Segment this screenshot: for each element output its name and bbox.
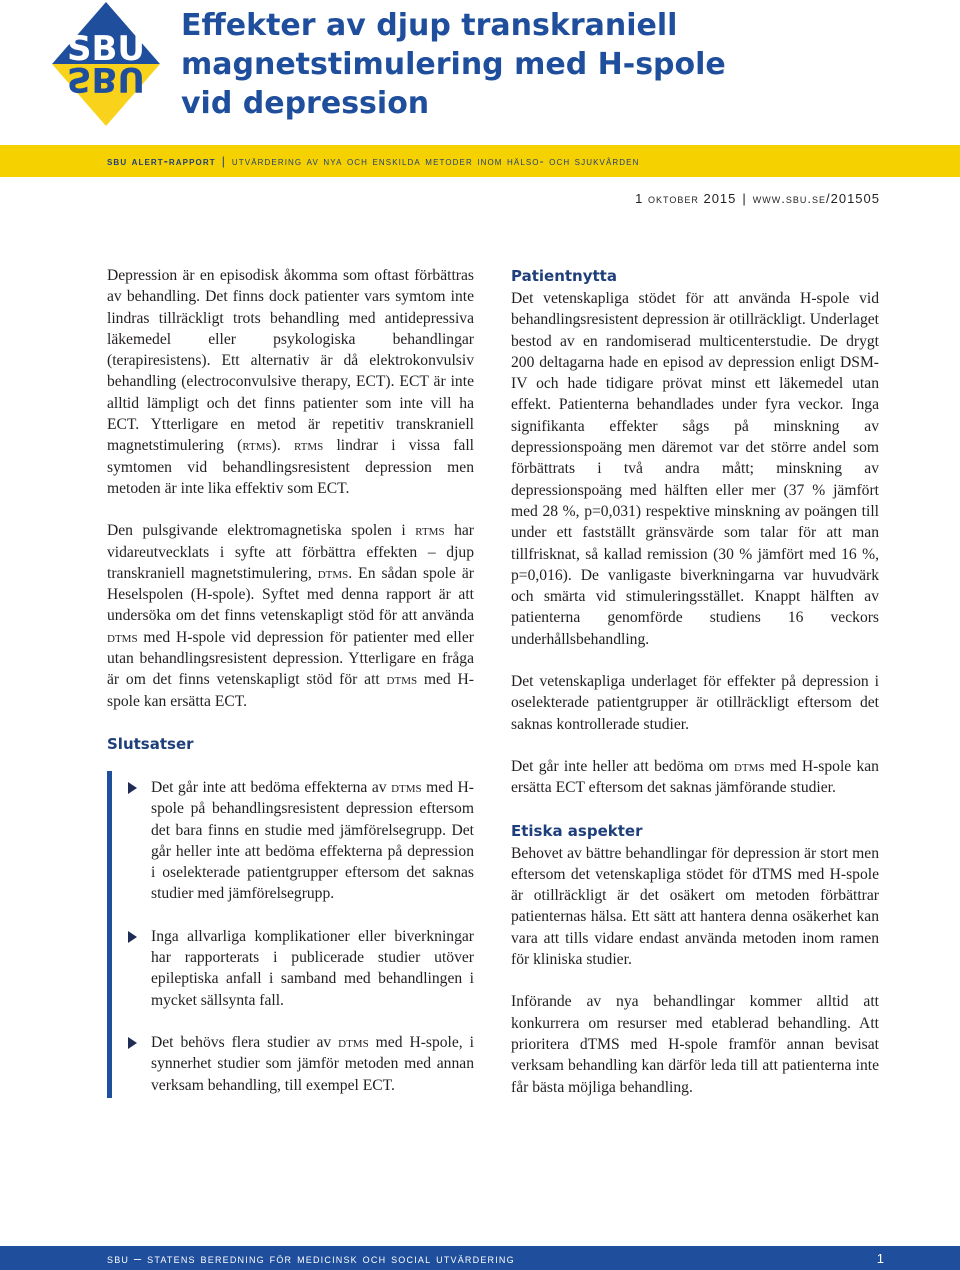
report-url[interactable]: www.sbu.se/201505 — [752, 191, 880, 206]
conclusions-box — [107, 771, 474, 1098]
conclusions-heading: Slutsatser — [107, 734, 194, 753]
triangle-bullet-icon — [128, 782, 137, 794]
page-number: 1 — [876, 1251, 884, 1266]
title-line: magnetstimulering med H-spole — [181, 47, 726, 82]
report-title — [181, 6, 921, 123]
conclusion-item: Det går inte att bedöma effekterna av dtms med H-spole på behandlingsresistent depression eftersom det bara finns en studie med jämförelsegrupp. Det går heller inte att bedöma effekterna på depression i oselekterade patientgrupper eftersom det saknas studier med jämförelsegrupp. — [128, 777, 474, 905]
triangle-bullet-icon — [128, 1037, 137, 1049]
ethics-paragraph: Behovet av bättre behandlingar för depression är stort men eftersom det vetenskapliga stödet för dTMS med H-spole är otillräckligt är det osäkert om metoden förbättrar patienternas hälsa. Ett sätt att hantera denna osäkerhet kan vara att tills vidare endast använda metoden inom ramen för kliniska studier. — [511, 844, 879, 969]
logo-text-bottom: SBU — [66, 59, 146, 99]
band-separator: | — [221, 154, 226, 168]
footer-organization: sbu – statens beredning för medicinsk och social utvärdering — [107, 1251, 515, 1266]
right-column — [511, 265, 879, 1119]
title-line: Effekter av djup transkraniell — [181, 8, 678, 43]
series-subtitle: utvärdering av nya och enskilda metoder inom hälso- och sjukvården — [231, 154, 640, 168]
aim-paragraph: Den pulsgivande elektromagnetiska spolen i rtms har vidareutvecklats i syfte att förbättra effekten – djup transkraniell magnetstimulering, dtms. En sådan spole är Heselspolen (H-spole). Syftet med denna rapport är att undersöka om det finns vetenskapligt stöd för att använda dtms med H-spole vid depression för patienter med eller utan behandlingsresistent depression. Ytterligare en fråga är om det finns vetenskapligt stöd för att dtms med H-spole kan ersätta ECT. — [107, 522, 475, 710]
title-line: vid depression — [181, 86, 430, 121]
footer-bar — [0, 1246, 960, 1270]
ethics-priorities-paragraph: Införande av nya behandlingar kommer alltid att konkurrera om resurser med etablerad behandling. Att prioritera dTMS med H-spole framför annan bevisat verksam behandling kan därför leda till att patienterna inte får bästa möjliga behandling. — [511, 993, 879, 1096]
series-name: sbu alert-rapport — [107, 154, 216, 168]
date-line — [635, 191, 880, 206]
conclusion-item: Det behövs flera studier av dtms med H-spole, i synnerhet studier som jämför metoden med annan verksam behandling, till exempel ECT. — [128, 1032, 474, 1096]
sbu-logo — [50, 0, 162, 128]
logo-text-top: SBU — [66, 29, 146, 69]
triangle-bullet-icon — [128, 931, 137, 943]
conclusion-item: Inga allvarliga komplikationer eller biverkningar har rapporterats i publicerade studier utöver epileptiska anfall i samband med behandlingen i mycket sällsynta fall. — [128, 926, 474, 1011]
patient-benefit-paragraph: Det vetenskapliga stödet för att använda H-spole vid behandlingsresistent depression är otillräckligt. Underlaget bestod av en randomiserad multicenterstudie. De drygt 200 deltagarna hade en episod av depression enligt DSM-IV och hade tidigare prövat minst ett läkemedel utan effekt. Patienterna behandlades under fyra veckor. Inga signifikanta effekter sågs på minskning av depressionspoäng men däremot var det större andel som förbättrats i två andra mått; minskning av depressionspoäng med hälften eller mer (37 % jämfört med 28 %, p=0,031) respektive minskning av poängen till under ett fastställt gränsvärde som talar för att man tillfrisknat, så kallad remission (30 % jämfört med 16 %, p=0,016). De vanligaste biverkningarna var huvudvärk och smärta vid stimuleringsstället. Knappt hälften av patienterna genomförde studiens 16 veckors underhållsbehandling. — [511, 290, 879, 648]
unselected-groups-paragraph: Det vetenskapliga underlaget för effekter på depression i oselekterade patientgrupper är otillräckligt eftersom det saknas kontrollerade studier. — [511, 673, 879, 733]
ethics-heading: Etiska aspekter — [511, 821, 643, 840]
ect-comparison-paragraph: Det går inte heller att bedöma om dtms med H-spole kan ersätta ECT eftersom det saknas jämförande studier. — [511, 757, 879, 797]
series-band — [0, 145, 960, 177]
date-separator: | — [742, 191, 747, 206]
left-column — [107, 265, 474, 1098]
patient-benefit-heading: Patientnytta — [511, 267, 617, 285]
publication-date: 1 oktober 2015 — [635, 191, 737, 206]
intro-paragraph: Depression är en episodisk åkomma som oftast förbättras av behandling. Det finns dock patienter vars symtom inte lindras tillräckligt trots behandling med antidepressiva läkemedel eller psykologiska behandlingar (terapiresistens). Ett alternativ är då elektrokonvulsiv behandling (electroconvulsive therapy, ECT). ECT är inte alltid lämpligt och det finns patienter som inte vill ha ECT. Ytterligare en metod är repetitiv transkraniell magnetstimulering (rtms). rtms lindrar i vissa fall symtomen vid behandlingsresistent depression men metoden är inte lika effektiv som ECT. — [107, 267, 474, 497]
series-line — [107, 154, 639, 168]
